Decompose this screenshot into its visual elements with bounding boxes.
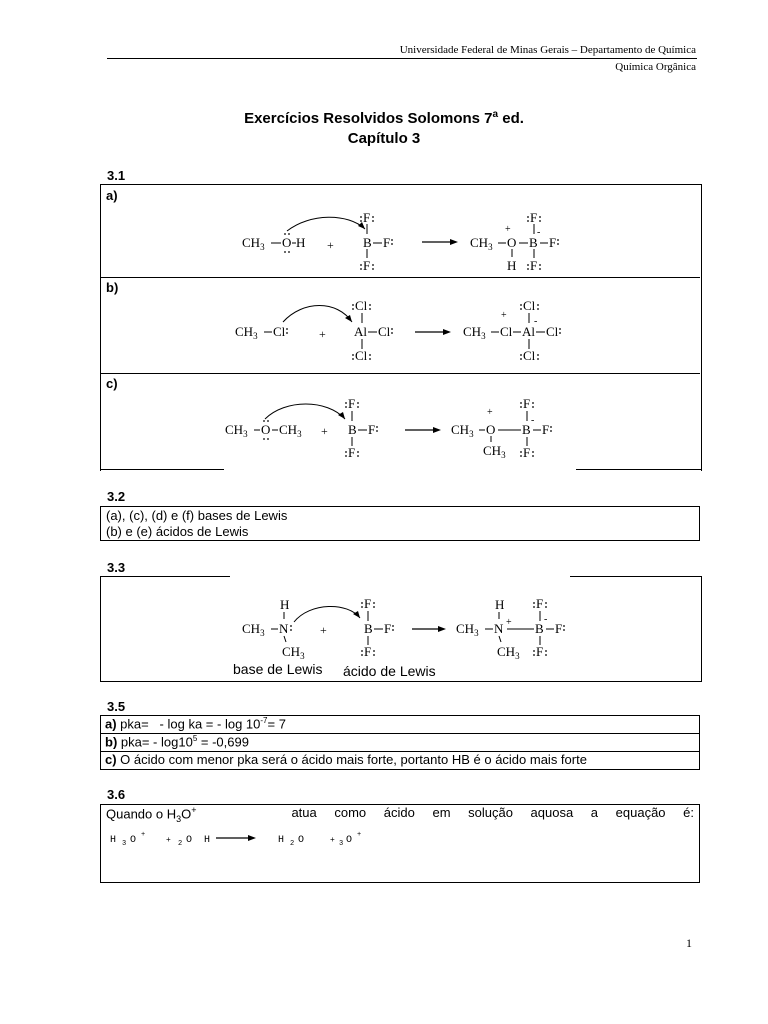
plus-sign: + bbox=[327, 238, 334, 252]
svg-text:CH3: $CH_3$ bbox=[483, 443, 506, 460]
answer-3-2-line1: (a), (c), (d) e (f) bases de Lewis bbox=[106, 508, 288, 523]
answer-3-6-rest: atua como ácido em solução aquosa a equação é: bbox=[291, 805, 694, 820]
header-rule bbox=[107, 58, 697, 59]
svg-text:B: B bbox=[535, 621, 544, 636]
svg-text:Al: Al bbox=[522, 324, 535, 339]
svg-text:Cl: Cl bbox=[355, 348, 368, 363]
svg-text:-: - bbox=[544, 614, 548, 625]
reaction-a-diagram bbox=[230, 205, 590, 275]
svg-text:F: F bbox=[536, 596, 544, 611]
answer-3-5-a bbox=[105, 716, 286, 731]
answer-b-exponent: 5 bbox=[192, 734, 198, 743]
equation-3-6-diagram bbox=[108, 826, 408, 850]
svg-text:B: B bbox=[364, 621, 373, 636]
svg-text:CH3: $CH_3$ bbox=[235, 324, 258, 341]
hydrogen-text: H bbox=[296, 235, 306, 250]
answer-3-5-c bbox=[105, 752, 587, 767]
svg-text:H: H bbox=[280, 597, 290, 612]
text-part: O bbox=[181, 806, 192, 822]
reaction-c-diagram bbox=[215, 393, 585, 463]
text-part: Quando o H bbox=[106, 806, 177, 822]
svg-text:N: N bbox=[279, 621, 289, 636]
answer-c-label: c) bbox=[105, 752, 117, 767]
svg-text:O: O bbox=[486, 422, 496, 437]
svg-text:Cl: Cl bbox=[378, 324, 391, 339]
svg-text:B: B bbox=[529, 235, 538, 250]
label-base-de-lewis: base de Lewis bbox=[233, 661, 323, 677]
svg-text:+: + bbox=[166, 836, 171, 845]
svg-text:F: F bbox=[536, 644, 544, 659]
reaction-b-diagram bbox=[225, 296, 585, 366]
svg-text:CH3: $CH_3$ bbox=[282, 644, 305, 661]
svg-text:+: + bbox=[487, 407, 493, 418]
svg-text:F: F bbox=[555, 621, 563, 636]
svg-text:H: H bbox=[507, 258, 517, 273]
text-sub: 3 bbox=[176, 813, 182, 824]
page-number: 1 bbox=[686, 936, 692, 950]
svg-text:3: 3 bbox=[122, 840, 127, 848]
svg-text:F: F bbox=[549, 235, 557, 250]
svg-text:-: - bbox=[537, 227, 541, 238]
answer-c-text: O ácido com menor pka será o ácido mais forte, portanto HB é o ácido mais forte bbox=[116, 752, 587, 767]
boron-text: B bbox=[363, 235, 372, 250]
svg-text:F: F bbox=[368, 422, 376, 437]
section-3-3-label: 3.3 bbox=[107, 560, 126, 575]
svg-text:O: O bbox=[130, 835, 137, 846]
svg-text:F: F bbox=[542, 422, 550, 437]
svg-text:+: + bbox=[330, 836, 335, 845]
svg-text:F: F bbox=[530, 258, 538, 273]
svg-text:B: B bbox=[522, 422, 531, 437]
section-3-2-label: 3.2 bbox=[107, 489, 126, 504]
item-b-label: b) bbox=[106, 280, 119, 295]
svg-text:Cl: Cl bbox=[355, 298, 368, 313]
svg-text:2: 2 bbox=[178, 840, 183, 848]
title-sup: a bbox=[492, 109, 499, 120]
section-3-6-label: 3.6 bbox=[107, 787, 126, 802]
title-main: Exercícios Resolvidos Solomons 7 bbox=[244, 110, 493, 127]
svg-text:+: + bbox=[506, 617, 512, 628]
svg-text:F: F bbox=[364, 644, 372, 659]
svg-text:CH3: $CH_3$ bbox=[242, 621, 265, 638]
svg-text:CH3: $CH_3$ bbox=[463, 324, 486, 341]
text-sup: + bbox=[191, 805, 197, 815]
svg-text:H: H bbox=[110, 835, 117, 846]
section-3-5-label: 3.5 bbox=[107, 699, 126, 714]
svg-text:+: + bbox=[141, 831, 146, 839]
answer-3-6-line bbox=[106, 805, 197, 824]
svg-text:2: 2 bbox=[290, 840, 295, 848]
svg-text:F: F bbox=[530, 210, 538, 225]
svg-text:H: H bbox=[204, 835, 211, 846]
box-bottom-left bbox=[100, 469, 224, 470]
svg-text:Cl: Cl bbox=[523, 298, 536, 313]
svg-text:Al: Al bbox=[354, 324, 367, 339]
svg-text:CH3: $CH_3$ bbox=[225, 422, 248, 439]
fluorine-bottom: F bbox=[363, 258, 371, 273]
page-subtitle: Capítulo 3 bbox=[347, 130, 421, 147]
svg-text:F: F bbox=[523, 445, 531, 460]
svg-text:N: N bbox=[494, 621, 504, 636]
svg-text:+: + bbox=[501, 310, 507, 321]
answer-a-result: = 7 bbox=[267, 716, 286, 732]
svg-text:-: - bbox=[531, 415, 535, 426]
page-title bbox=[0, 109, 768, 127]
svg-text:O: O bbox=[186, 835, 193, 846]
answer-b-text: pka= - log10 bbox=[117, 734, 193, 750]
svg-text:CH3: $CH_3$ bbox=[497, 644, 520, 661]
oxygen-text: O bbox=[282, 235, 292, 250]
section-3-1-label: 3.1 bbox=[107, 168, 126, 183]
svg-text:CH3: $CH_3$ bbox=[451, 422, 474, 439]
header-institution: Universidade Federal de Minas Gerais – Departamento de Química bbox=[399, 44, 696, 56]
svg-text:F: F bbox=[348, 445, 356, 460]
answer-a-text: pka= - log ka = - log 10 bbox=[116, 716, 261, 732]
row-divider bbox=[100, 277, 700, 278]
svg-text:O: O bbox=[507, 235, 517, 250]
svg-text:F: F bbox=[364, 596, 372, 611]
answer-3-6-text bbox=[106, 805, 694, 824]
label-acido-de-lewis: ácido de Lewis bbox=[343, 663, 436, 679]
svg-text:CH3: $CH_3$ bbox=[470, 235, 493, 252]
svg-text:Cl: Cl bbox=[500, 324, 513, 339]
box-bottom-right bbox=[576, 469, 701, 470]
svg-text:Cl: Cl bbox=[273, 324, 286, 339]
answer-a-label: a) bbox=[105, 716, 117, 732]
svg-text:H: H bbox=[495, 597, 505, 612]
svg-text:CH3: $CH_3$ bbox=[279, 422, 302, 439]
svg-text:Cl: Cl bbox=[523, 348, 536, 363]
answer-3-5-b bbox=[105, 734, 249, 749]
header-course: Química Orgânica bbox=[615, 61, 696, 73]
fluorine-right: F bbox=[383, 235, 391, 250]
svg-text:F: F bbox=[523, 396, 531, 411]
svg-text:O: O bbox=[298, 835, 305, 846]
answer-3-2-line2: (b) e (e) ácidos de Lewis bbox=[106, 524, 249, 539]
fluorine-top: F bbox=[363, 210, 371, 225]
svg-text:+: + bbox=[320, 623, 327, 637]
answer-b-label: b) bbox=[105, 734, 118, 750]
svg-text:-: - bbox=[534, 316, 538, 327]
svg-text:CH3: $CH_3$ bbox=[456, 621, 479, 638]
item-a-label: a) bbox=[106, 188, 118, 203]
svg-text:O: O bbox=[346, 835, 353, 846]
svg-text:+: + bbox=[357, 831, 362, 839]
svg-text:O: O bbox=[261, 422, 271, 437]
row-divider bbox=[100, 373, 700, 374]
svg-text:H: H bbox=[278, 835, 285, 846]
svg-text:F: F bbox=[384, 621, 392, 636]
svg-text:B: B bbox=[348, 422, 357, 437]
svg-text:+: + bbox=[319, 327, 326, 341]
item-c-label: c) bbox=[106, 376, 118, 391]
svg-text:Cl: Cl bbox=[546, 324, 559, 339]
svg-text:F: F bbox=[348, 396, 356, 411]
ch3-text: $CH_3$ bbox=[242, 235, 265, 252]
answer-b-result: = -0,699 bbox=[197, 734, 249, 750]
title-end: ed. bbox=[498, 110, 524, 127]
svg-text:+: + bbox=[321, 424, 328, 438]
svg-text:3: 3 bbox=[339, 840, 344, 848]
answer-a-exponent: -7 bbox=[260, 716, 268, 725]
svg-text:+: + bbox=[505, 224, 511, 235]
reaction-3-3-diagram bbox=[230, 592, 590, 664]
